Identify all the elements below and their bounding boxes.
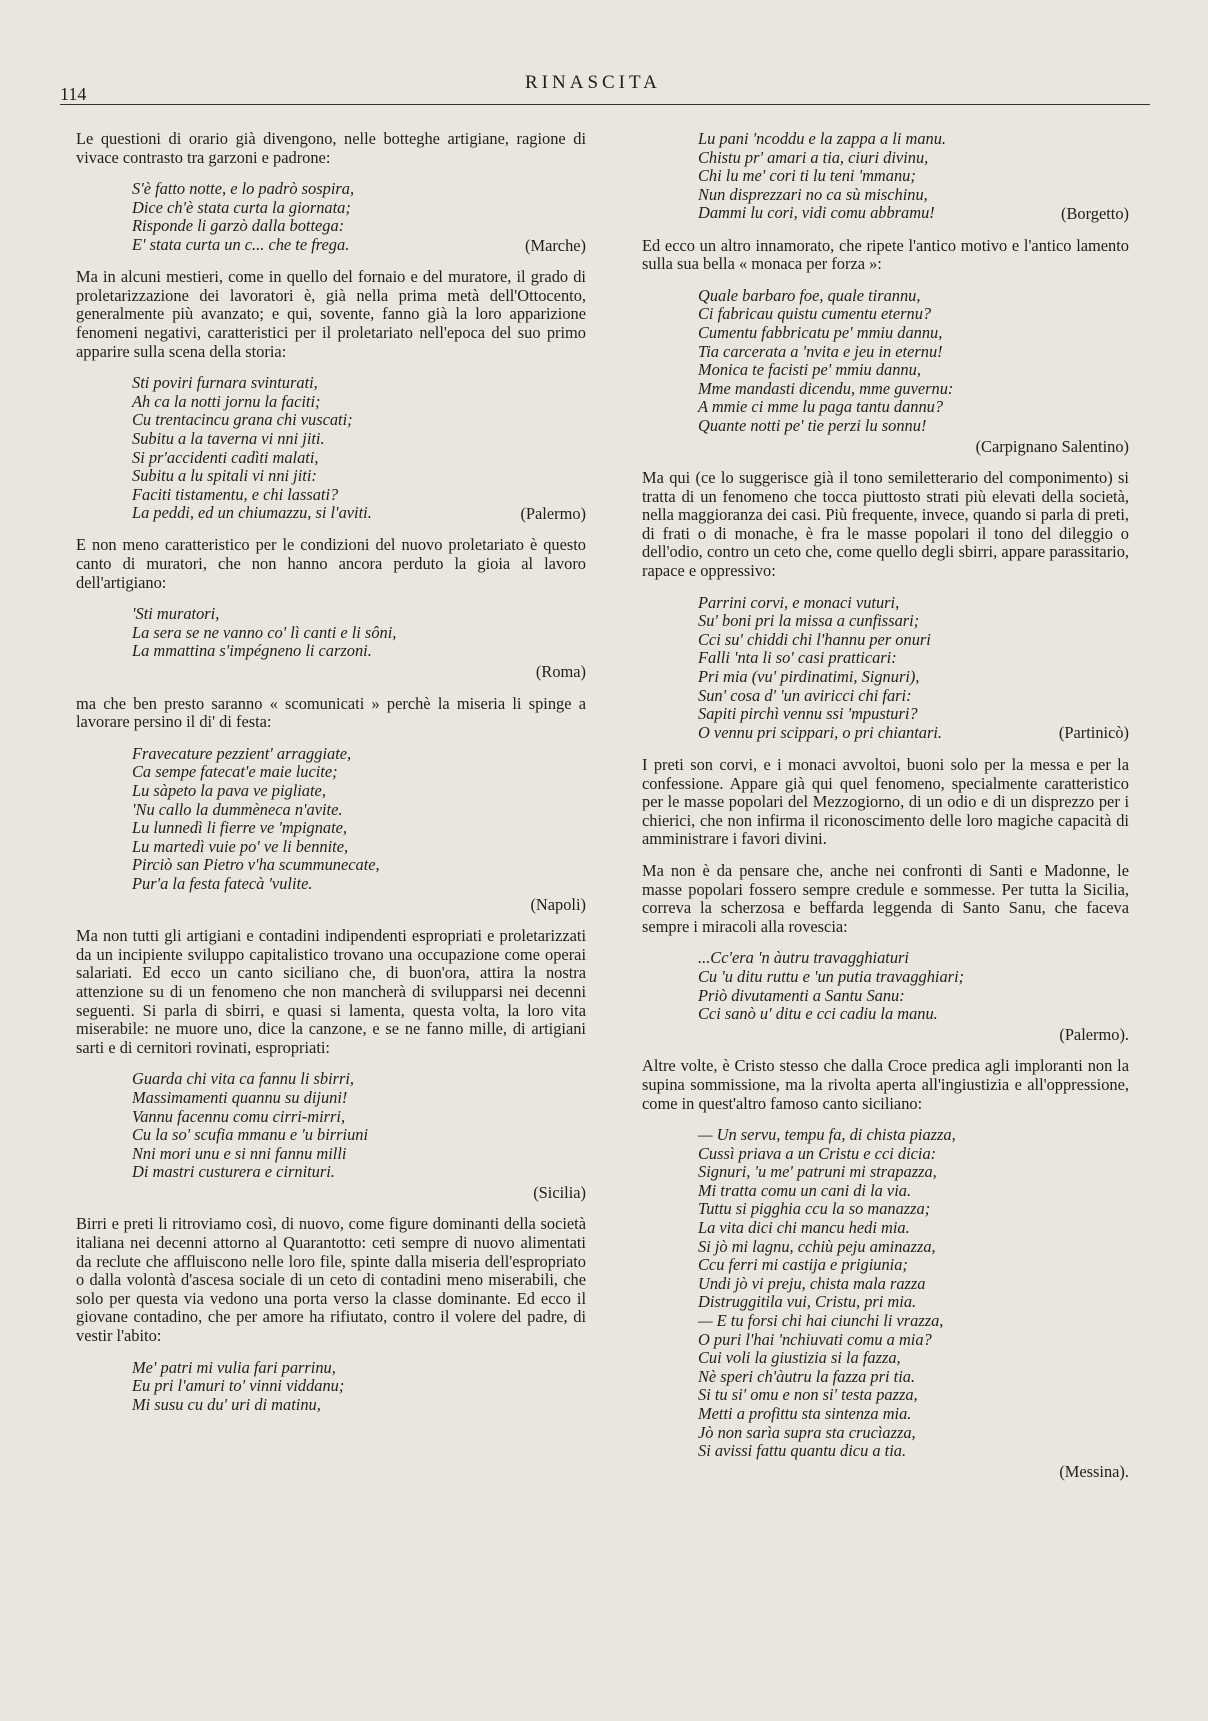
verse-line: Dice ch'è stata curta la giornata; (132, 197, 351, 217)
verse-line: Su' boni pri la missa a cunfissari; (698, 611, 920, 631)
verse-line: Chistu pr' amari a tia, ciuri divinu, (698, 147, 929, 167)
verse-line: Di mastri custurera e cirnituri. (132, 1162, 335, 1182)
verse-line: Nè speri ch'àutru la fazza pri tia. (698, 1366, 916, 1386)
verse-line: 'Nu callo la dummèneca n'avite. (132, 799, 343, 819)
verse-line: Vannu facennu comu cirri-mirri, (132, 1106, 346, 1126)
verse-line: O puri l'hai 'nchiuvati comu a mia? (698, 1329, 932, 1349)
verse-line: Cci sanò u' ditu e cci cadiu la manu. (698, 1004, 938, 1024)
verse-line: Parrini corvi, e monaci vuturi, (698, 592, 900, 612)
verse-line: 'Sti muratori, (132, 604, 220, 624)
page-header (60, 68, 1150, 108)
verse-line: Jò non sarìa supra sta crucìazza, (698, 1422, 916, 1442)
poem-source: (Carpignano Salentino) (975, 436, 1129, 456)
verse-line: Mi tratta comu un cani di la via. (698, 1180, 912, 1200)
verse-lines (76, 605, 586, 661)
paragraph: Ed ecco un altro innamorato, che ripete l'antico motivo e l'antico lamento sulla sua bella « monaca per forza »: (642, 235, 1129, 274)
verse-line: Sti poviri furnara svinturati, (132, 373, 318, 393)
verse-line: Pur'a la festa fatecà 'vulite. (132, 873, 313, 893)
verse-line: Ca sempe fatecat'e maie lucite; (132, 762, 338, 782)
verse-line: Subitu a lu spitali vi nni jiti: (132, 466, 317, 486)
left-column (76, 130, 586, 1427)
verse-line: Massimamenti quannu su dijuni! (132, 1087, 348, 1107)
poem-source: (Palermo). (1059, 1024, 1129, 1044)
verse-line: Fravecature pezzient' arraggiate, (132, 743, 352, 763)
verse-lines (642, 287, 1129, 436)
page-number: 114 (60, 84, 87, 104)
verse-line: A mmie ci mme lu paga tantu dannu? (698, 397, 944, 417)
verse-line: Quale barbaro foe, quale tirannu, (698, 285, 921, 305)
verse-lines (642, 1126, 1129, 1461)
verse-line: Si jò mi lagnu, cchiù peju aminazza, (698, 1236, 936, 1256)
verse-line: Priò divutamenti a Santu Sanu: (698, 985, 905, 1005)
verse-line: E' stata curta un c... che te frega. (132, 234, 350, 254)
paragraph: Ma non tutti gli artigiani e contadini indipendenti espropriati e proletarizzati da un incipiente sviluppo capitalistico trovano una occupazione come operai salariati. Ed ecco un canto siciliano che, di buon'ora, attira la nostra attenzione su di un fenomeno che non mancherà di svilupparsi nei decenni seguenti. Si parla di sbirri, e quasi si lamenta, questa volta, la loro vita miserabile: ne muore uno, dice la canzone, e se ne fanno mille, di artigiani sarti e di cernitori rovinati, espropriati: (76, 926, 586, 1057)
poem-source: (Borgetto) (1061, 203, 1129, 223)
header-rule (60, 104, 1150, 105)
verse-lines (642, 949, 1129, 1023)
verse-line: Pirciò san Pietro v'ha scummunecate, (132, 855, 380, 875)
verse-line: O vennu pri scippari, o pri chiantari. (698, 722, 943, 742)
poem (642, 949, 1129, 1044)
verse-line: ...Cc'era 'n àutru travagghiaturi (698, 948, 909, 968)
verse-line: Cumentu fabbricatu pe' mmiu dannu, (698, 322, 943, 342)
verse-lines (76, 1359, 586, 1415)
verse-line: Cu 'u ditu ruttu e 'un putia travagghiari; (698, 966, 965, 986)
verse-line: Sun' cosa d' 'un aviricci chi fari: (698, 685, 912, 705)
poem (642, 1126, 1129, 1481)
paragraph: Ma non è da pensare che, anche nei confronti di Santi e Madonne, le masse popolari fossero sempre credule e sommesse. Per tutta la Sicilia, correva la scherzosa e beffarda leggenda di Santo Sanu, che faceva sempre i miracoli alla rovescia: (642, 860, 1129, 936)
verse-line: Metti a profittu sta sintenza mia. (698, 1404, 912, 1423)
verse-lines (76, 374, 586, 523)
verse-line: La sera se ne vanno co' lì canti e li sôni, (132, 622, 397, 642)
verse-line: Lu martedì vuie po' ve li bennite, (132, 836, 349, 856)
poem-source: (Napoli) (530, 894, 586, 914)
verse-line: S'è fatto notte, e lo padrò sospira, (132, 179, 355, 199)
poem-source: (Messina). (1059, 1461, 1129, 1481)
poem (76, 180, 586, 255)
verse-line: — Un servu, tempu fa, di chista piazza, (698, 1125, 956, 1145)
poem (76, 1070, 586, 1202)
verse-line: Sapiti pirchì vennu ssi 'mpusturi? (698, 704, 918, 724)
verse-line: Cu la so' scufia mmanu e 'u birriuni (132, 1125, 369, 1145)
verse-line: Mme mandasti dicendu, mme guvernu: (698, 378, 954, 398)
verse-line: Cui voli la giustizia si la fazza, (698, 1348, 901, 1368)
paragraph: Altre volte, è Cristo stesso che dalla Croce predica agli imploranti non la supina sommissione, ma la rivolta aperta all'ingiustizia e all'oppressione, come in quest'altro famoso canto siciliano: (642, 1056, 1129, 1113)
verse-line: Chi lu me' cori ti lu teni 'mmanu; (698, 166, 916, 186)
verse-line: Cu trentacincu grana chi vuscati; (132, 410, 353, 430)
paragraph: Ma qui (ce lo suggerisce già il tono semiletterario del componimento) si tratta di un fenomeno che tocca piuttosto strati più elevati della società, nella maggioranza dei casi. Più frequente, invece, quando si parla di preti, di frati o di monache, è fra le masse popolari il tono del dileggio o dell'odio, contro un ceto che, come quello degli sbirri, appare parassitario, rapace e oppressivo: (642, 468, 1129, 581)
verse-line: Distruggitila vui, Cristu, pri mia. (698, 1292, 917, 1312)
poem (76, 1359, 586, 1415)
poem (76, 605, 586, 681)
verse-line: Nun disprezzari no ca sù mischinu, (698, 184, 928, 204)
verse-line: Cci su' chiddi chi l'hannu per onuri (698, 629, 931, 649)
poem (642, 130, 1129, 224)
verse-line: Me' patri mi vulia fari parrinu, (132, 1357, 336, 1377)
verse-line: Monica te facisti pe' mmiu dannu, (698, 360, 921, 380)
verse-line: Cussì priava a un Cristu e cci dicia: (698, 1143, 937, 1163)
verse-line: Lu sàpeto la pava ve pigliate, (132, 781, 326, 800)
verse-line: Ah ca la notti jornu la faciti; (132, 391, 321, 411)
poem-source: (Sicilia) (533, 1182, 586, 1202)
poem-source: (Roma) (535, 662, 586, 682)
paragraph: ma che ben presto saranno « scomunicati » perchè la miseria li spinge a lavorare persino il di' di festa: (76, 693, 586, 732)
verse-line: Pri mia (vu' pirdinatimi, Signuri), (698, 667, 920, 687)
poem-source: (Palermo) (520, 503, 586, 523)
verse-line: La vita dici chi mancu hedi mia. (698, 1218, 910, 1238)
verse-line: Falli 'nta li so' casi pratticari: (698, 648, 897, 668)
verse-line: Faciti tistamentu, e chi lassati? (132, 484, 339, 504)
verse-line: — E tu forsi chi hai ciunchi li vrazza, (698, 1311, 944, 1331)
verse-line: Eu pri l'amuri to' vinni viddanu; (132, 1376, 345, 1396)
right-column (642, 130, 1129, 1494)
verse-line: Lu lunnedì li fierre ve 'mpignate, (132, 818, 348, 838)
verse-line: Nni mori unu e si nni fannu milli (132, 1143, 347, 1163)
verse-line: Dammi lu cori, vidi comu abbramu! (698, 203, 935, 223)
poem (642, 287, 1129, 456)
verse-line: Lu pani 'ncoddu e la zappa a li manu. (698, 129, 946, 148)
poem (642, 594, 1129, 743)
verse-line: Risponde li garzò dalla bottega: (132, 216, 345, 236)
verse-line: Si pr'accidenti cadìti malati, (132, 447, 319, 467)
page-title: RINASCITA (525, 72, 661, 93)
verse-line: Quante notti pe' tie perzi lu sonnu! (698, 415, 927, 435)
poem-source: (Marche) (525, 235, 586, 255)
verse-line: Mi susu cu du' uri di matinu, (132, 1394, 321, 1414)
verse-line: La peddi, ed un chiumazzu, si l'aviti. (132, 503, 372, 523)
verse-line: Ccu ferri mi castija e prigiunia; (698, 1255, 908, 1275)
paragraph: E non meno caratteristico per le condizioni del nuovo proletariato è questo canto di muratori, che non hanno ancora perduto la gioia al lavoro dell'artigiano: (76, 535, 586, 592)
poem (76, 745, 586, 914)
verse-line: La mmattina s'impégneno li carzoni. (132, 641, 372, 661)
paragraph: Birri e preti li ritroviamo così, di nuovo, come figure dominanti della società italiana nei decenni attorno al Quarantotto: ceti sempre di nuovo alimentati da reclute che affluiscono nelle loro file, spinte dalla miseria dell'espropriato o dalla volontà d'ascesa sociale di un ceto di contadini meno miserabili, che solo per questa via vedono una porta verso la classe dominante. Ed ecco il giovane contadino, che per amore ha rifiutato, contro il volere del padre, di vestir l'abito: (76, 1214, 586, 1346)
verse-lines (76, 745, 586, 894)
verse-line: Ci fabricau quistu cumentu eternu? (698, 304, 932, 324)
poem-source: (Partinicò) (1058, 723, 1129, 743)
verse-lines (642, 594, 1129, 743)
verse-line: Tuttu si pigghia ccu la so manazza; (698, 1199, 931, 1219)
verse-line: Guarda chi vita ca fannu li sbirri, (132, 1069, 355, 1089)
paragraph: Ma in alcuni mestieri, come in quello del fornaio e del muratore, il grado di proletarizzazione dei lavoratori è, già nella prima metà dell'Ottocento, generalmente più avanzato; e qui, sovente, fanno già la loro apparizione fenomeni negativi, caratteristici per il proletariato nell'epoca del suo primo apparire sulla scena della storia: (76, 267, 586, 361)
verse-lines (76, 1070, 586, 1182)
verse-line: Tia carcerata a 'nvita e jeu in eternu! (698, 341, 943, 361)
verse-line: Signuri, 'u me' patruni mi strapazza, (698, 1162, 937, 1182)
verse-line: Undi jò vi preju, chista mala razza (698, 1273, 926, 1293)
verse-line: Si avissi fattu quantu dicu a tia. (698, 1441, 907, 1461)
poem (76, 374, 586, 523)
paragraph: I preti son corvi, e i monaci avvoltoi, buoni solo per la messa e per la confessione. Appare già qui quel fenomeno, specialmente caratteristico per le masse popolari del Mezzogiorno, di un odio e di un disprezzo per i chierici, che non infirma il riconoscimento delle loro magiche capacità di amministrare i favori divini. (642, 755, 1129, 849)
verse-line: Si tu si' omu e non si' testa pazza, (698, 1385, 918, 1405)
paragraph: Le questioni di orario già divengono, nelle botteghe artigiane, ragione di vivace contrasto tra garzoni e padrone: (76, 129, 586, 167)
verse-line: Subitu a la taverna vi nni jiti. (132, 428, 325, 448)
